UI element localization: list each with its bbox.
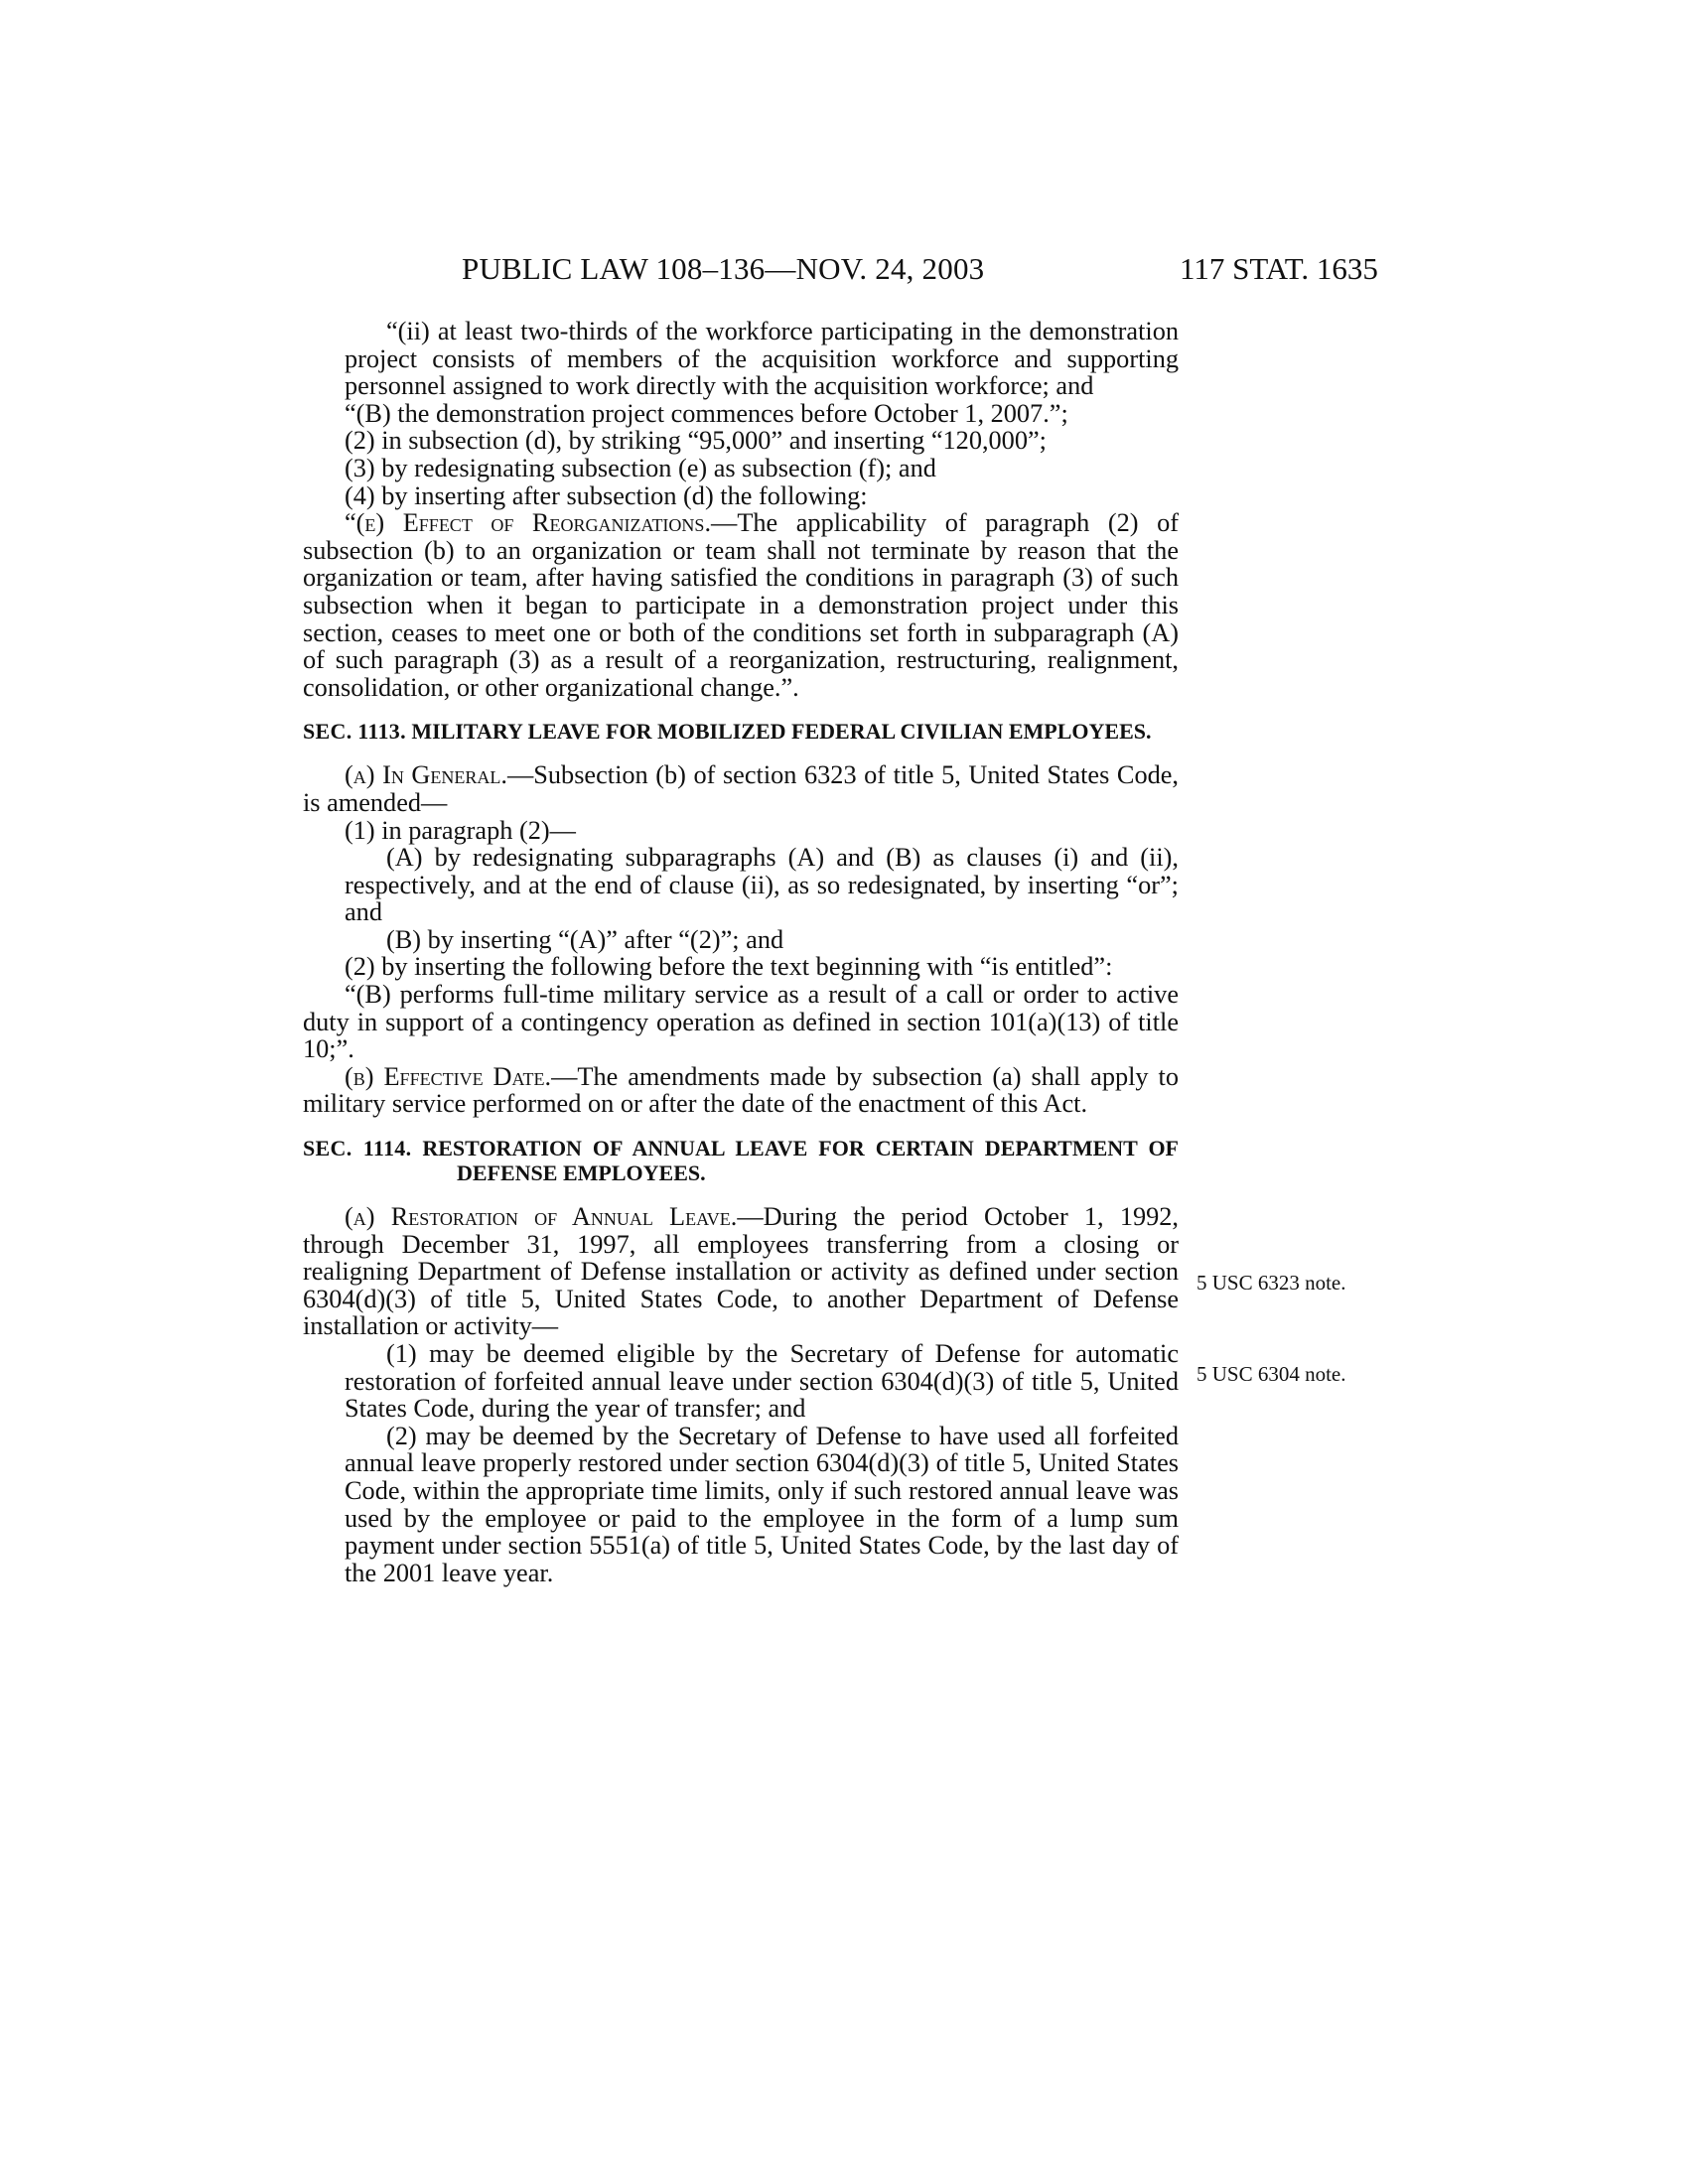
section-1114-number: SEC. 1114. [303, 1136, 412, 1161]
section-1114-title: RESTORATION OF ANNUAL LEAVE FOR CERTAIN DEPARTMENT OF DEFENSE EMPLOYEES. [422, 1136, 1179, 1186]
paragraph-1: (1) in paragraph (2)— [345, 815, 576, 845]
section-1113-number: SEC. 1113. [303, 719, 406, 745]
restoration-text: —During the period October 1, 1992, through December 31, 1997, all employees transferring from a closing or realigning Department of Defense installation or activity as defined under section 6304(d)(3) of title 5, United States Code, to another Department of Defense installation or activity— [303, 1202, 1179, 1341]
subsection-a-1114 [303, 1203, 1179, 1340]
restoration-paragraph-2: (2) may be deemed by the Secretary of Defense to have used all forfeited annual leave properly restored under section 6304(d)(3) of title 5, United States Code, within the appropriate time limits, only if such restored annual leave was used by the employee or paid to the employee in the form of a lump sum payment under section 5551(a) of title 5, United States Code, by the last day of the 2001 leave year. [345, 1421, 1179, 1587]
subsection-e-text: —The applicability of paragraph (2) of subsection (b) to an organization or team shall not terminate by reason that the organization or team, after having satisfied the conditions in paragraph (3) of such subsection when it began to participate in a demonstration project under this section, ceases to meet one or both of the conditions set forth in subparagraph (A) of such paragraph (3) as a result of a reorganization, restructuring, realignment, consolidation, or other organizational change.”. [303, 508, 1179, 702]
subsection-a-1113-text: —Subsection (b) of section 6323 of title 5, United States Code, is amended— [303, 760, 1179, 817]
section-1113-title: MILITARY LEAVE FOR MOBILIZED FEDERAL CIVILIAN EMPLOYEES. [411, 719, 1152, 745]
subsection-b-effective-date [303, 1063, 1179, 1118]
running-head: PUBLIC LAW 108–136—NOV. 24, 2003 [462, 251, 985, 286]
restoration-paragraph-1: (1) may be deemed eligible by the Secretary of Defense for automatic restoration of forfeited annual leave under section 6304(d)(3) of title 5, United States Code, during the year of transfer; and [345, 1339, 1179, 1424]
subsection-a-1113 [303, 761, 1179, 816]
running-header [0, 251, 1688, 291]
statute-page-number: 117 STAT. 1635 [1180, 251, 1378, 286]
body-text [303, 318, 1179, 1586]
subsection-a-1113-heading: (a) In General. [345, 760, 507, 790]
subsection-e [303, 509, 1179, 701]
inserted-text-b: “(B) performs full-time military service as a result of a call or order to active duty in support of a contingency operation as defined in section 101(a)(13) of title 10;”. [303, 980, 1179, 1064]
margin-note-6323: 5 USC 6323 note. [1196, 1271, 1346, 1295]
subsection-e-heading: “(e) Effect of Reorganizations. [345, 508, 712, 538]
amendment-4: (4) by inserting after subsection (d) the following: [345, 480, 868, 510]
section-1114-heading [303, 1136, 1179, 1185]
clause-ii: “(ii) at least two-thirds of the workforce participating in the demonstration project consists of members of the acquisition workforce and supporting personnel assigned to work directly with the acquisition workforce; and [345, 317, 1179, 401]
subparagraph-b-insert: (B) by inserting “(A)” after “(2)”; and [386, 924, 784, 954]
section-1113-heading [303, 719, 1179, 744]
subparagraph-b: “(B) the demonstration project commences before October 1, 2007.”; [345, 398, 1068, 428]
subparagraph-a: (A) by redesignating subparagraphs (A) and (B) as clauses (i) and (ii), respectively, and at the end of clause (ii), as so redesignated, by inserting “or”; and [345, 843, 1179, 927]
margin-note-6304: 5 USC 6304 note. [1196, 1362, 1346, 1386]
restoration-heading: (a) Restoration of Annual Leave. [345, 1202, 738, 1232]
amendment-3: (3) by redesignating subsection (e) as subsection (f); and [345, 453, 936, 482]
effective-date-heading: (b) Effective Date. [345, 1061, 552, 1091]
amendment-2: (2) in subsection (d), by striking “95,000” and inserting “120,000”; [345, 426, 1047, 456]
effective-date-text: —The amendments made by subsection (a) shall apply to military service performed on or after the date of the enactment of this Act. [303, 1061, 1179, 1119]
paragraph-2: (2) by inserting the following before the text beginning with “is entitled”: [345, 952, 1113, 982]
